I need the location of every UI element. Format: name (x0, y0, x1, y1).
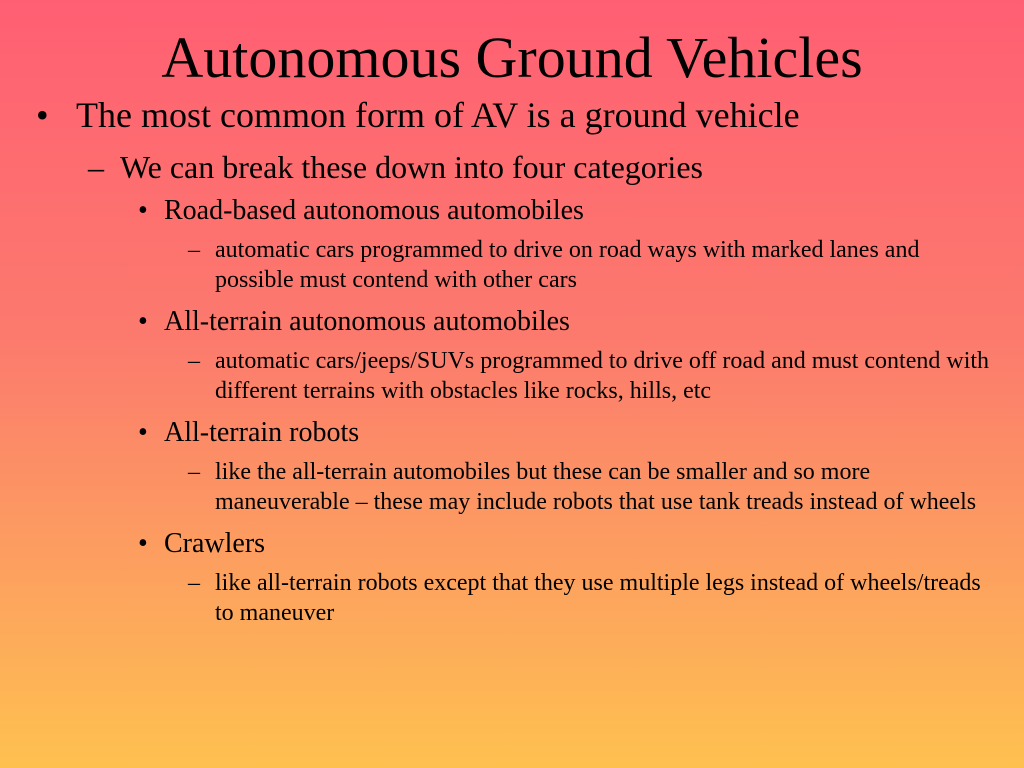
category-detail (0, 457, 990, 517)
bullet-marker: • (138, 195, 148, 226)
bullet-marker: • (138, 528, 148, 559)
category-detail-text: like the all-terrain automobiles but these can be smaller and so more maneuverable – these may include robots that use tank treads instead of wheels (215, 459, 977, 515)
category-item (0, 527, 964, 561)
category-detail (0, 346, 990, 406)
category-name: Road-based autonomous automobiles (164, 195, 584, 226)
dash-marker: – (188, 348, 200, 374)
category-detail (0, 568, 990, 628)
sub-point-text: We can break these down into four categories (120, 149, 703, 185)
category-detail-text: automatic cars/jeeps/SUVs programmed to drive off road and must contend with different terrains with obstacles like rocks, hills, etc (215, 348, 990, 404)
main-point-text: The most common form of AV is a ground vehicle (76, 95, 800, 135)
category-item (0, 194, 964, 228)
bullet-marker: • (138, 417, 148, 448)
category-name: All-terrain autonomous automobiles (164, 306, 570, 337)
bullet-marker: • (138, 306, 148, 337)
dash-marker: – (188, 237, 200, 263)
category-name: All-terrain robots (164, 417, 360, 448)
dash-marker: – (188, 459, 200, 485)
slide-body (0, 93, 1024, 628)
bullet-marker: • (36, 95, 49, 135)
category-name: Crawlers (164, 528, 266, 559)
bullet-main-point (0, 93, 866, 138)
sub-point (0, 147, 960, 187)
dash-marker: – (88, 149, 104, 185)
dash-marker: – (188, 570, 200, 596)
category-detail-text: like all-terrain robots except that they use multiple legs instead of wheels/treads to maneuver (215, 570, 981, 626)
category-detail-text: automatic cars programmed to drive on road ways with marked lanes and possible must contend with other cars (215, 237, 920, 293)
category-detail (0, 235, 990, 295)
category-item (0, 416, 964, 450)
category-item (0, 305, 964, 339)
slide-title: Autonomous Ground Vehicles (161, 25, 863, 90)
